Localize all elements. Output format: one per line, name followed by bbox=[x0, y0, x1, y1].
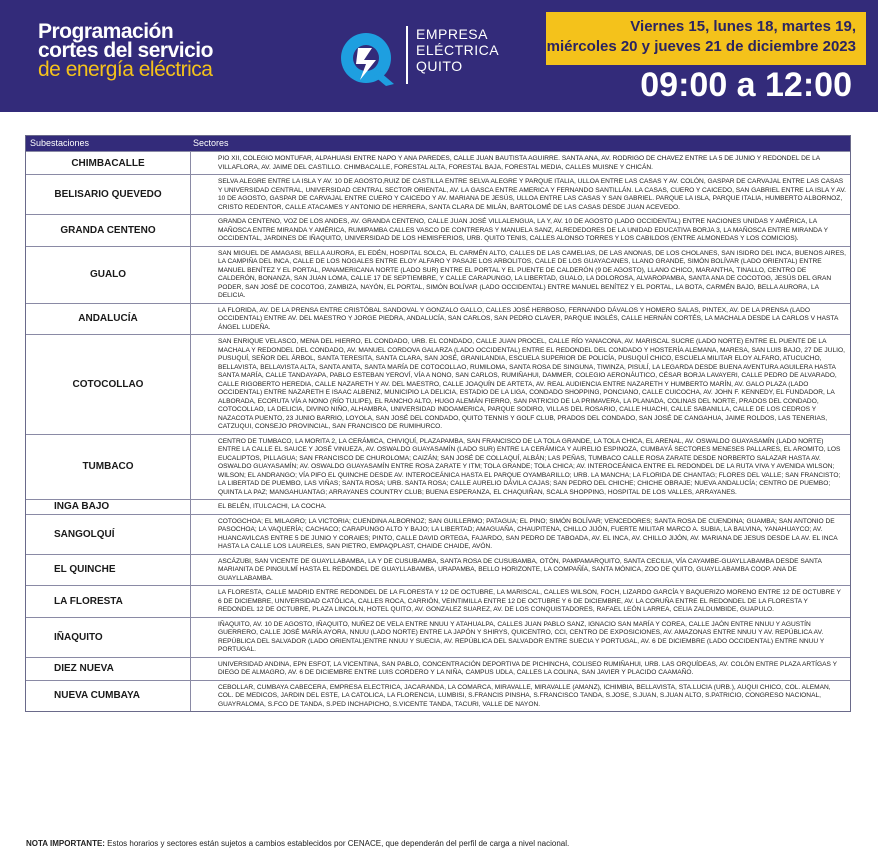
brand-line-2: ELÉCTRICA bbox=[416, 42, 500, 58]
table-row bbox=[26, 214, 850, 246]
sectors-list: PIO XII, COLEGIO MONTUFAR, ALPAHUASI ENTRE NAPO Y ANA PAREDES, CALLE JUAN BAUTISTA AGUIRRE. SANTA ANA, AV. RODRIGO DE CHAVEZ ENTRE LA 5 DE JUNIO Y REDONDEL DE LA VILLAFLORA, AV. JAIME DEL CASTILLO. CHIMBACALLE, FORESTAL ALTA, FORESTAL BAJA, FORESTAL MEDIA, CALLES MUISNE Y CHICÁN. bbox=[218, 155, 820, 171]
substation-name: SANGOLQUÍ bbox=[26, 515, 191, 554]
table-row bbox=[26, 499, 850, 514]
sectors-list: SAN ENRIQUE VELASCO, MENA DEL HIERRO, EL CONDADO, URB. EL CONDADO, CALLE JUAN PROCEL, CALLE RÍO YANACONA, AV. MARISCAL SUCRE (LADO NORTE) ENTRE EL PUENTE DE LA MACHALA Y REDONDEL DEL CONDADO, AV. MANUEL CORDOVA GALARZA (LADO OCCIDENTAL) ENTRE EL REDONDEL DEL CONDADO Y HOSTERÍA ALEMANA, MARESA, SAN LUIS BAJO, 27 DE JULIO, PUSUQUÍ, SEÑOR DEL ÁRBOL, SANTA TERESITA, SANTA CLARA, SAN JOSÉ, GRANILANDIA, ESCUELA SUPERIOR DE POLICÍA, PUSUQUÍ CHICO, ESCUELA MILITAR ELOY ALFARO, ATUCUCHO, BELLAVISTA, BELLAVISTA ALTA, SANTA ANITA, SANTA MARÍA DE COTOCOLLAO, RUMILOMA, SANTA ROSA DE SINGUNA, TIWINZA, PISULÍ, LA LEGARDA DESDE BUENA AVENTURA AGUILERA HASTA SANTA MARÍA, CALLE TANDAYAPA, PABLO ESTEBAN YEROVÍ, VÍA A NONO, SAN CARLOS, RUMIÑAHUI, DAMMER, COLEGIO AERONÁUTICO, CÉSAR BORJA LAVAYERI, CALLE PEDRO DE ALVARADO, CALLE RIGOBERTO HEREDIA, CALLE NAZARETH Y AV. DEL MAESTRO, CALLE JOAQUÍN DE ARTETA, AV. REAL AUDIENCIA ENTRE NAZARETH Y HUMBERTO MARÍN, AV. GALO PLAZA (LADO OCCIDENTAL) ENTRE NAZARETH E ISAAC ALBENIZ, MUNICIPIO LA DELICIA, ESTADIO DE LA LIGA, CONDADO SHOPPING, PONCIANO, CALLE CUICOCHA, AV. JOHN F. KENNEDY, EL FUNDADOR, LA ALBORADA, ECORUTA VÍA A NONO (RÍO TULIPE), EL RANCHO ALTO, HUGO ALEMÁN FIERRO, SAN PATRICIO DE LA PRIMAVERA, LA PLANADA, COLINAS DEL NORTE, PRADOS DEL CONDADO, COTOCOLLAO, LA DELICIA, DIVINO NIÑO, ALHAMBRA, UNIVERSIDAD INDOAMERICA, PARQUE SODIRO, VILLAS DEL ROSARIO, CALLE HUACHI, CALLE SABANILLA, CALLE DE LOS CEDROS Y NAZACOTA PUENTO, 23 JUNIO BARRIO, LOYOLA, SAN JOSÉ DEL CONDADO, QUITO TENNIS Y GOLF CLUB, PRADOS DEL CONDADO, SAN JOSÉ DE CANGAHUA, JAIME ROLDOS, LAS TENERIAS, CATZUQUI, CONSEJO PROVINCIAL, SAN FRANCISCO DE RUMIHURCO. bbox=[218, 338, 845, 430]
page-title bbox=[38, 22, 213, 79]
company-logo-icon bbox=[332, 28, 402, 88]
substation-name: LA FLORESTA bbox=[26, 586, 191, 617]
sectors-list: LA FLORIDA, AV. DE LA PRENSA ENTRE CRISTÓBAL SANDOVAL Y GONZALO GALLO, CALLES JOSÉ HERBOSO, FERNANDO DÁVALOS Y HOMERO SALAS, PINTEX, AV. DE LA PRENSA (LADO OCCIDENTAL) ENTRE AV. DEL MAESTRO Y JORGE PIEDRA, ANDALUCÍA, SAN CARLOS, SAN PEDRO CLAVER, PARQUE INGLÉS, CALLE HERNÁN CORTÉS, LA MACHALA DESDE LA CARLOS V HASTA ÁNGEL LUDEÑA. bbox=[218, 306, 838, 331]
schedule-table bbox=[25, 135, 851, 712]
sectors-list: SELVA ALEGRE ENTRE LA ISLA Y AV. 10 DE AGOSTO,RUIZ DE CASTILLA ENTRE SELVA ALEGRE Y PARQUE ITALIA, ULLOA ENTRE LAS CASAS Y AV. COLÓN, GASPAR DE CARVAJAL ENTRE LAS CASAS Y UNIVERSIDAD CENTRAL, UNIVERSIDAD CENTRAL SECTOR ORIENTAL, AV. LA GASCA ENTRE AMERICA Y FERNANDO SANTILLÁN. LA CASAS, CUERO Y CAICEDO, SAN GABRIEL ENTRE LA ISLA Y AV. 10 DE AGOSTO, GASPAR DE CARVAJAL ENTRE CUERO Y CAICEDO Y AV. MARIANA DE JESÚS, ULLOA ENTRE LAS CASAS Y SAN GABRIEL. PARQUE LA ISLA, PARQUE ITALIA, HUMBERTO ALBORNOZ, CRISTO REDENTOR, CALLE ATACAMES Y ANTONIO DE HERRERA, SANTA CLARA DE MILÁN, BARTOLOMÉ DE LAS CASAS DESDE JUAN ACEVEDO. bbox=[218, 178, 846, 211]
dates-box bbox=[546, 12, 866, 65]
substation-name: GRANDA CENTENO bbox=[26, 215, 191, 246]
dates-line-2: miércoles 20 y jueves 21 de diciembre 2023 bbox=[546, 38, 856, 55]
sectors-list: GRANDA CENTENO, VOZ DE LOS ANDES, AV. GRANDA CENTENO, CALLE JUAN JOSÉ VILLALENGUA, LA Y, AV. 10 DE AGOSTO (LADO OCCIDENTAL) ENTRE NACIONES UNIDAS Y AMÉRICA, LA MAÑOSCA ENTRE MIRANDA Y AMÉRICA, RUMIPAMBA CALLES VASCO DE CONTRERAS Y MANUELA SANZ, ALREDEDORES DE LA UNIDAD EDUCATIVA BORJA 3, LA MAÑOSCA ENTRE MIRANDA Y OCCIDENTAL, JARDINES DE IÑAQUITO, UNIVERSIDAD DE LOS HEMISFERIOS, URB. QUITO TENIS, CALLES ALONSO TORRES Y LOS CABILDOS (ENTRE ALMONEDAS Y LOS COMICIOS). bbox=[218, 218, 828, 242]
table-body bbox=[26, 151, 850, 711]
column-header-sectors: Sectores bbox=[193, 138, 229, 148]
table-row bbox=[26, 554, 850, 586]
brand-line-3: QUITO bbox=[416, 58, 463, 74]
table-row bbox=[26, 246, 850, 303]
sectors-list: CEBOLLAR, CUMBAYA CABECERA, EMPRESA ELECTRICA, JACARANDA, LA COMARCA, MIRAVALLE, MIRAVALLE (AMANZ), ICHIMBIA, BELLAVISTA, STA.LUCIA (URB.), AUQUI CHICO, COL. ALEMAN, COL. DE MEDICOS, JARDIN DEL ESTE, LA CATOLICA, LA FLORENCIA, LUMBISI, S.FRANCIS PINSHA, S.FRANCISCO TANDA, S.JOSE, S.JUAN, S.JUAN ALTO, S.PATRICIO, CONGRESO NACIONAL, GUAYRALOMA, S.FCO DE TANDA, S.PED INCHAPICHO, S.VICENTE TANDA, TACURI, VALLE DE NAYON. bbox=[218, 683, 831, 708]
substation-name: NUEVA CUMBAYA bbox=[26, 681, 191, 712]
sectors-list: EL BELÉN, ITULCACHI, LA COCHA. bbox=[218, 503, 327, 510]
sectors-list: UNIVERSIDAD ANDINA, EPN ESFOT, LA VICENTINA, SAN PABLO, CONCENTRACIÓN DEPORTIVA DE PICHINCHA, COLISEO RUMIÑAHUI, URB. LAS ORQUÍDEAS, AV. COLÓN ENTRE PLAZA ARTÍGAS Y DIEGO DE ALMAGRO, AV. 6 DE DICIEMBRE ENTRE LUIS CORDERO Y LA NIÑA, CAMPUS UDLA, CALLES LA COLINA, SAN JAVIER Y PLACIDO CAAMAÑO. bbox=[218, 660, 837, 676]
company-name bbox=[406, 26, 499, 84]
sectors-list: CENTRO DE TUMBACO, LA MORITA 2, LA CERÁMICA, CHIVIQUÍ, PLAZAPAMBA, SAN FRANCISCO DE LA TOLA GRANDE, LA TOLA CHICA, EL ARENAL, AV. OSWALDO GUAYASAMÍN (LADO NORTE) ENTRE LA CALLE EL SAUCE Y JOSÉ VINUEZA, AV. OSWALDO GUAYASAMÍN (LADO SUR) ENTRE LA CERÁMICA Y AURELIO ESPINOZA, CUMBAYÁ SECTORES MENESES PALLARES, EL AROMITO, LOS EUCALIPTOS, PILLAGUA; SAN FRANCISCO DE CHUROLOMA; CAIZÁN; SAN JOSÉ DE COLLAQUÍ, ALBÁN; LAS PEÑAS, TUMBACO CALLE ROSA ZARATE DESDE NORBERTO SALAZAR HASTA AV. OSWALDO GUAYASAMÍN; AV. OSWALDO GUAYASAMÍN ENTRE ROSA ZARATE Y ITM; TOLA GRANDE; TOLA CHICA; AV. INTEROCEÁNICA ENTRE EL REDONDEL DE LA RUTA VIVA Y AVENIDA WILSON; WILSON; EL ANDRANGO; VÍA PIFO EL QUINCHE DESDE AV. INTEROCEÁNICA HASTA EL PARQUE OYAMBARILLO; URB. LA MANCHA; LA FLORIDA DE CHANTAG; FLORES DEL VALLE; SAN FRANCISTO; LA LIBERTAD DE PUEMBO, LAS VIÑAS; SANTA ROSA; URB. SANTA ROSA; CALLE AURELIO DÁVILA CAJAS; SAN PEDRO DEL CHICHE; CHICHE OBRAJE; NUEVA ANDALUCÍA; CENTRO DE PUEMBO; QUINTA LA PAZ; MANGAHUANTAG; ARRAYANES COUNTRY CLUB; BUENA ESPERANZA, EL CHAQUIÑAN, SCALA SHOPPING, HOSPITAL DE LOS VALLES, ARRAYANES. bbox=[218, 437, 841, 496]
table-row bbox=[26, 514, 850, 554]
sectors-list: ASCÁZUBI, SAN VICENTE DE GUAYLLABAMBA, LA Y DE CUSUBAMBA, SANTA ROSA DE CUSUBAMBA, OTÓN, PAMPAMARQUITO, SANTA CECILIA, VÍA CAYAMBE-GUAYLLABAMBA DESDE SANTA MARIANITA DE PINGULMÍ HASTA EL REDONDEL DE GUAYLLABAMBA, URAPAMBA, BELLO HORIZONTE, LA COMPAÑÍA, SANTA MÓNICA, ZOO DE QUITO, GUAYLLABAMBA COOP. ANA DE GUAYLLABAMBA. bbox=[218, 557, 822, 582]
table-row bbox=[26, 151, 850, 174]
dates-line-1: Viernes 15, lunes 18, martes 19, bbox=[630, 18, 856, 35]
substation-name: EL QUINCHE bbox=[26, 555, 191, 586]
sectors-list: LA FLORESTA, CALLE MADRID ENTRE REDONDEL DE LA FLORESTA Y 12 DE OCTUBRE, LA MARISCAL, CALLES WILSON, FOCH, LIZARDO GARCÍA Y BAQUERIZO MORENO ENTRE 12 DE OCTUBRE Y 6 DE DICIEMBRE, UNIVERSIDAD CATÓLICA, CALLES ROCA, CARRIÓN, VEINTIMILLA ENTRE 12 DE OCTUBRE Y 6 DE DICIEMBRE, AV. LA CORUÑA ENTRE EL REDONDEL DE LA FLORESTA Y REDONDEL 12 DE OCTUBRE, PLAZA LINCOLN, HOTEL QUITO, AV. GONZALEZ SUAREZ, AV. DE LOS CONQUISTADORES, RAFAEL LEÓN LARREA, CELIA ZALDUMBIDE, GUAPULO. bbox=[218, 589, 841, 613]
sectors-list: IÑAQUITO, AV. 10 DE AGOSTO, IÑAQUITO, NUÑEZ DE VELA ENTRE NNUU Y ATAHUALPA, CALLES JUAN PABLO SANZ, IGNACIO SAN MARÍA Y COREA, CALLE JAÓN ENTRE NNUU Y AGUSTÍN GUERRERO, CALLE JOSÉ MARÍA AYORA, NNUU (LADO NORTE) ENTRE LA JAPÓN Y SHIRYS, QUICENTRO, CCI, CENTRO DE EXPOSICIONES, AV. AMAZONAS ENTRE NNUU Y AV. REPÚBLICA AV. REPÚBLICA DEL SALVADOR (LADO ORIENTAL)ENTRE NNUU Y SUECIA, AV. REPÚBLICA DEL SALVADOR ENTRE SUECIA Y PORTUGAL, AV. 6 DE DICIEMBRE (LADO OCCIDENTAL) ENTRE NNUU Y PORTUGAL. bbox=[218, 620, 825, 653]
footer-note bbox=[26, 839, 569, 848]
table-row bbox=[26, 174, 850, 214]
column-header-substations: Subestaciones bbox=[30, 138, 90, 148]
table-row bbox=[26, 585, 850, 617]
time-range: 09:00 a 12:00 bbox=[640, 66, 852, 104]
brand-line-1: EMPRESA bbox=[416, 26, 488, 42]
substation-name: ANDALUCÍA bbox=[26, 304, 191, 335]
sectors-list: SAN MIGUEL DE AMAGASI, BELLA AURORA, EL EDÉN, HOSPITAL SOLCA, EL CARMÉN ALTO, CALLES DE LAS CAMELIAS, DE LAS ANONAS, DE LOS CHOLANES, SAN ISIDRO DEL INCA, BUENOS AIRES, LA CAMPIÑA DEL INCA, CALLE DE LOS NOGALES ENTRE ELOY ALFARO Y PASAJE LOS ARBOLITOS, CALLE DE LOS GUAYACANES, LLANO GRANDE, SIMÓN BOLÍVAR (LADO ORIENTAL) ENTRE MANUEL BENÍTEZ Y EL PORTAL, PANAMERICANA NORTE (LADO SUR) ENTRE EL PORTAL Y EL PUENTE DE CALDERÓN (9 DE AGOSTO), LLANO CHICO, MARANTHA, TINALLO, CENTRO DE CALDERÓN, BONANZA, SAN JUAN LOMA, CALLE 17 DE SEPTIEMBRE, Y CALLE CARAPUNGO, LA LIBERTAD, GUALO, LA DOLOROSA, ALVAROPAMBA, SANTA ANA DE COCOTOG, JESÚS DEL GRAN PODER, SAN JOSÉ DE COCOTOG, ZAMBIZA, NAYÓN, EL PORTAL, SIMÓN BOLÍVAR (LADO OCCIDENTAL) ENTRE MANUEL BENÍTEZ Y EL PORTAL, LA BOTA, CARMÉN BAJO, BELLA AURORA, LA DELICIA. bbox=[218, 249, 846, 299]
table-row bbox=[26, 334, 850, 434]
substation-name: INGA BAJO bbox=[26, 500, 191, 514]
table-row bbox=[26, 434, 850, 500]
header-banner bbox=[0, 0, 878, 112]
note-text: Estos horarios y sectores están sujetos a cambios establecidos por CENACE, que dependerán del perfil de carga a nivel nacional. bbox=[104, 839, 570, 848]
substation-name: GUALO bbox=[26, 247, 191, 303]
note-label: NOTA IMPORTANTE: bbox=[26, 839, 105, 848]
substation-name: BELISARIO QUEVEDO bbox=[26, 175, 191, 214]
substation-name: IÑAQUITO bbox=[26, 618, 191, 657]
title-line-1: Programación bbox=[38, 20, 174, 43]
table-row bbox=[26, 680, 850, 712]
substation-name: COTOCOLLAO bbox=[26, 335, 191, 434]
substation-name: DIEZ NUEVA bbox=[26, 658, 191, 680]
title-line-3: de energía eléctrica bbox=[38, 58, 213, 81]
table-row bbox=[26, 617, 850, 657]
substation-name: TUMBACO bbox=[26, 435, 191, 500]
table-row bbox=[26, 303, 850, 335]
substation-name: CHIMBACALLE bbox=[26, 152, 191, 174]
sectors-list: COTOGCHOA; EL MILAGRO; LA VICTORIA; CUENDINA ALBORNOZ; SAN GUILLERMO; PATAGUA; EL PINO; SIMÓN BOLÍVAR; VENCEDORES; SANTA ROSA DE CUENDINA; GUAMBA; SAN ANTONIO DE PASOCHOA; LA VAQUERÍA; CACHACO; CARAPUNGO ALTO Y BAJO; LA LIBERTAD; AMAGUAÑA, CHAUPITENA, CHILLO JIJÓN, FUERTE MILITAR MARCO A. SUBIA, LA BALVINA, YANAHUAYCO; AV. HUANCAVILCAS ENTRE 5 DE JUNIO Y CORAIES; PINTO, CALLE DAVID ORTEGA, FAJARDO, SAN PEDRO DE TABOADA, AV. EL INCA, AV. CHILLO JIJÓN, AV. MARIANA DE JESUS DESDE LA AV. EL INCA HASTA LA CALLE LOS LAURELES, SAN PIETRO, EMPAQPLAST, CHAIDE CHAIDE, AVÓN. bbox=[218, 517, 838, 550]
title-line-2: cortes del servicio bbox=[38, 39, 213, 62]
table-header bbox=[26, 136, 850, 151]
table-row bbox=[26, 657, 850, 680]
